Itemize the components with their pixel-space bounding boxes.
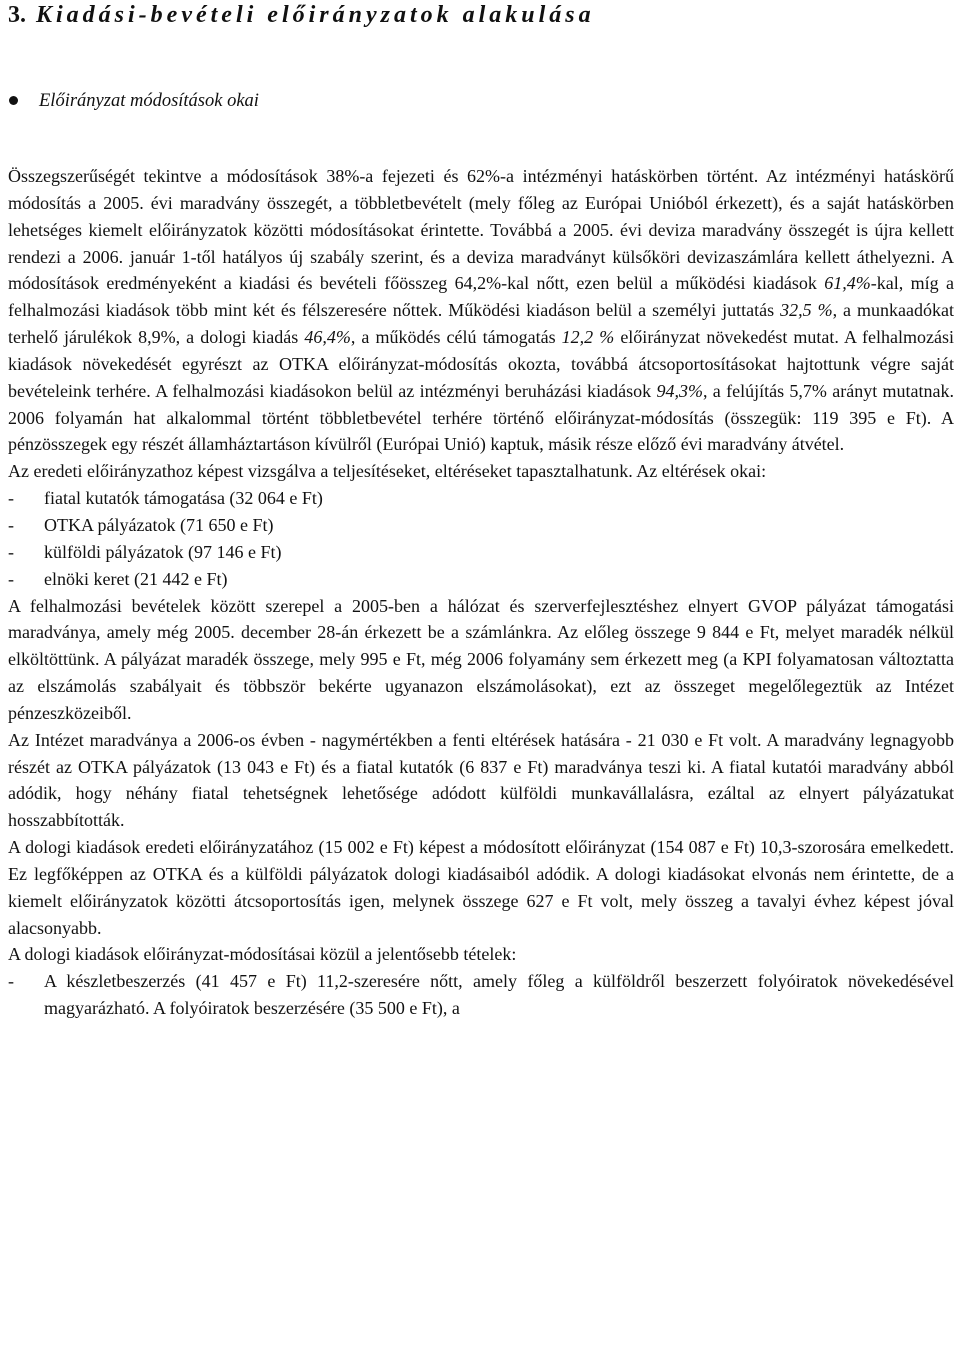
italic-figure: 46,4% xyxy=(304,327,351,348)
deviation-reasons-list xyxy=(8,485,954,592)
paragraph-text: , a felújítás 5,7% arányt mutatnak. 2006 folyamán hat alkalommal történt többletbevétel terhére történő előirányzat-módosítás (összegük: 119 395 e Ft). A pénzösszegek egy részét államháztartáson kívülről (Európai Unió) kaptuk, másik része előző évi maradvány átvétel. xyxy=(8,380,954,455)
paragraph-modifications xyxy=(8,163,954,458)
dash-marker: - xyxy=(8,541,14,562)
section-heading xyxy=(8,0,960,36)
list-item-text: elnöki keret (21 442 e Ft) xyxy=(44,568,228,589)
dash-marker: - xyxy=(8,514,14,535)
list-item xyxy=(8,539,954,566)
list-item-text: A készletbeszerzés (41 457 e Ft) 11,2-szeresére nőtt, amely főleg a külföldről beszerzett folyóiratok növekedésével magyarázható. A folyóiratok beszerzésére (35 500 e Ft), a xyxy=(44,971,954,1019)
section-number: 3. xyxy=(8,2,26,28)
significant-items-list xyxy=(8,968,954,1022)
dash-marker: - xyxy=(8,488,14,509)
paragraph-text: , a munkaadókat terhelő járulékok 8,9%, a dologi kiadás xyxy=(8,300,954,348)
paragraph-capital-revenue: A felhalmozási bevételek között szerepel a 2005-ben a hálózat és szerverfejlesztéshez elnyert GVOP pályázat támogatási maradványa, amely még 2005. december 28-án érkezett be a számlánkra. Az előleg összege 9 844 e Ft, melyet maradék nélkül elköltöttünk. A pályázat maradék összege, mely 995 e Ft, még 2006 folyamány sem érkezett meg (a KPI folyamatosan változtatta az elszámolás szabályait és többször bekérte ugyanazon elszámolásokat), ezt az összeget megelőlegeztük az Intézet pénzeszközeiből. xyxy=(8,595,954,723)
bullet-dot-icon xyxy=(9,96,18,105)
list-item-text: fiatal kutatók támogatása (32 064 e Ft) xyxy=(44,488,323,509)
dash-marker: - xyxy=(8,568,14,589)
section-title: Kiadási-bevételi előirányzatok alakulása xyxy=(36,2,595,28)
dash-marker: - xyxy=(8,971,14,992)
list-item xyxy=(8,566,954,593)
paragraph-significant-items: A dologi kiadások előirányzat-módosításai közül a jelentősebb tételek: xyxy=(8,944,517,965)
bullet-subheading xyxy=(8,88,960,114)
list-item xyxy=(8,968,954,1022)
italic-figure: 32,5 % xyxy=(780,300,833,321)
list-item-text: külföldi pályázatok (97 146 e Ft) xyxy=(44,541,282,562)
list-item xyxy=(8,485,954,512)
paragraph-institute-residual: Az Intézet maradványa a 2006-os évben - nagymértékben a fenti eltérések hatására - 21 030 e Ft volt. A maradvány legnagyobb részét az OTKA pályázatok (13 043 e Ft) és a fiatal kutatók (6 837 e Ft) maradványa teszi ki. A fiatal kutatói maradvány abból adódik, hogy néhány fiatal tehetségnek lehetősége adódott külföldi munkavállalásra, ezáltal az elnyert pályázatukat hosszabbították. xyxy=(8,729,954,831)
list-item-text: OTKA pályázatok (71 650 e Ft) xyxy=(44,514,274,535)
paragraph-material-expenses: A dologi kiadások eredeti előirányzatához (15 002 e Ft) képest a módosított előirányzat (154 087 e Ft) 10,3-szorosára emelkedett. Ez legfőképpen az OTKA és a külföldi pályázatok dologi kiadásaiból adódik. A dologi kiadásokat elvonás nem érintette, de a kiemelt előirányzatok közötti átcsoportosítás igen, melynek összege 627 e Ft volt, mely összeg a tavalyi évhez képest jóval alacsonyabb. xyxy=(8,837,954,938)
italic-figure: 12,2 % xyxy=(561,327,615,348)
document-body xyxy=(8,163,954,1022)
italic-figure: 61,4% xyxy=(824,273,871,294)
italic-figure: 94,3% xyxy=(656,380,703,401)
paragraph-deviations: Az eredeti előirányzathoz képest vizsgálva a teljesítéseket, eltéréseket tapasztalhatunk. Az eltérések okai: xyxy=(8,461,767,482)
subheading-text: Előirányzat módosítások okai xyxy=(39,91,259,111)
paragraph-text: Összegszerűségét tekintve a módosítások 38%-a fejezeti és 62%-a intézményi hatáskörben történt. Az intézményi hatáskörű módosítás a 2005. évi maradvány összegét, a többletbevételt (mely főleg az Európai Unióból érkezett), és a saját hatáskörben lehetséges kiemelt előirányzatok közötti módosításokat érintette. Továbbá a 2005. évi deviza maradvány összegét is újra kellett rendezi a 2006. január 1-től hatályos új szabály szerint, és a deviza maradványt külsőköri devizaszámlára kellett áthelyezni. A módosítások eredményeként a kiadási és bevételi főösszeg 64,2%-kal nőtt, ezen belül a működési kiadások xyxy=(8,166,954,294)
paragraph-text: -kal, míg a felhalmozási kiadások több mint két és félszeresére nőttek. Működési kiadáson belül a személyi juttatás xyxy=(8,273,954,321)
paragraph-text: , a működés célú támogatás xyxy=(350,327,562,348)
paragraph-text: előirányzat növekedést mutat. A felhalmozási kiadások növekedését egyrészt az OTKA előirányzat-módosítás okozta, továbbá átcsoportosításokat hajtottunk végre saját bevételeink terhére. A felhalmozási kiadásokon belül az intézményi beruházási kiadások xyxy=(8,327,955,401)
list-item xyxy=(8,512,954,539)
